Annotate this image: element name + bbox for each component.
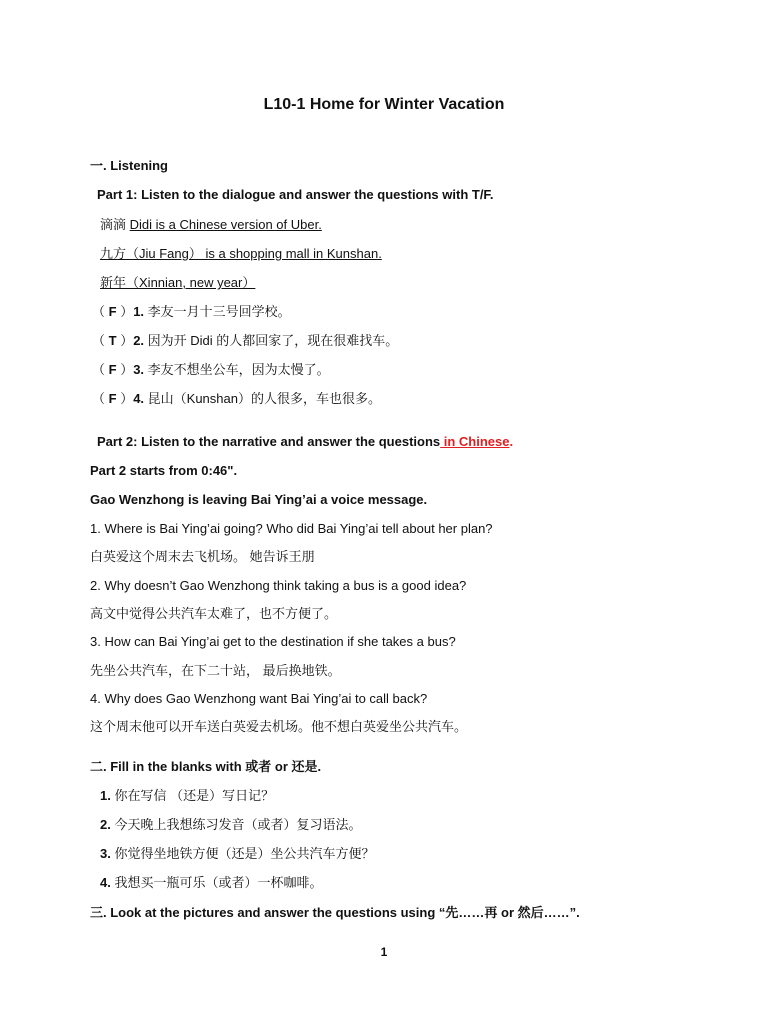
- page-number: 1: [380, 945, 388, 959]
- answer-2: 高文中觉得公共汽车太难了，也不方便了。: [90, 606, 338, 621]
- question-3: 3. How can Bai Ying’ai get to the destination if she takes a bus?: [90, 634, 456, 649]
- answer-3: 先坐公共汽车，在下二十站， 最后换地铁。: [90, 663, 341, 678]
- fill-item-4: 4. 我想买一瓶可乐（或者）一杯咖啡。: [100, 875, 323, 890]
- note-chinese: 九方（: [100, 246, 140, 261]
- tf-answer: F: [105, 304, 121, 319]
- section1-heading: 一. Listening: [90, 158, 169, 173]
- question-4: 4. Why does Gao Wenzhong want Bai Ying’ai to call back?: [90, 691, 428, 706]
- tf-question-3: （ F ）3. 李友不想坐公车，因为太慢了。: [92, 362, 330, 377]
- note-english: Didi is a Chinese version of Uber.: [129, 217, 322, 232]
- note-jiufang: [100, 246, 382, 262]
- fill-item-1: 1. 你在写信 （还是）写日记？: [100, 788, 275, 803]
- note-chinese: 新年（: [100, 275, 140, 290]
- part2-instruction: Part 2: Listen to the narrative and answer the questions in Chinese.: [97, 434, 514, 449]
- section2-heading: 二. Fill in the blanks with 或者 or 还是.: [90, 759, 322, 774]
- fill-item-3: 3. 你觉得坐地铁方便（还是）坐公共汽车方便？: [100, 846, 375, 861]
- question-2: 2. Why doesn’t Gao Wenzhong think taking a bus is a good idea?: [90, 578, 467, 593]
- in-chinese-highlight: in Chinese: [440, 434, 510, 449]
- part2-start-time: Part 2 starts from 0:46".: [90, 463, 238, 478]
- answer-4: 这个周末他可以开车送白英爱去机场。他不想白英爱坐公共汽车。: [90, 719, 468, 734]
- question-1: 1. Where is Bai Ying’ai going? Who did Bai Ying’ai tell about her plan?: [90, 521, 493, 536]
- section3-heading: 三. Look at the pictures and answer the questions using “先……再 or 然后……”.: [90, 905, 580, 920]
- fill-item-2: 2. 今天晚上我想练习发音（或者）复习语法。: [100, 817, 362, 832]
- page-title: L10-1 Home for Winter Vacation: [263, 96, 505, 113]
- note-xinnian: [100, 275, 255, 291]
- tf-question-2: （ T ）2. 因为开 Didi 的人都回家了，现在很难找车。: [92, 333, 399, 348]
- tf-question-4: （ F ）4. 昆山（Kunshan）的人很多，车也很多。: [92, 391, 381, 406]
- note-english: Xinnian, new year）: [139, 275, 256, 290]
- tf-answer: F: [105, 391, 121, 406]
- note-english: Jiu Fang） is a shopping mall in Kunshan.: [139, 246, 382, 261]
- answer-1: 白英爱这个周末去飞机场。 她告诉王朋: [90, 549, 315, 564]
- note-chinese: 滴滴: [100, 217, 130, 232]
- note-didi: [100, 217, 322, 233]
- part2-context: Gao Wenzhong is leaving Bai Ying’ai a voice message.: [90, 492, 428, 507]
- tf-question-1: （ F ）1. 李友一月十三号回学校。: [92, 304, 291, 319]
- part1-instruction: Part 1: Listen to the dialogue and answer the questions with T/F.: [97, 187, 494, 202]
- tf-answer: F: [105, 362, 121, 377]
- tf-answer: T: [105, 333, 121, 348]
